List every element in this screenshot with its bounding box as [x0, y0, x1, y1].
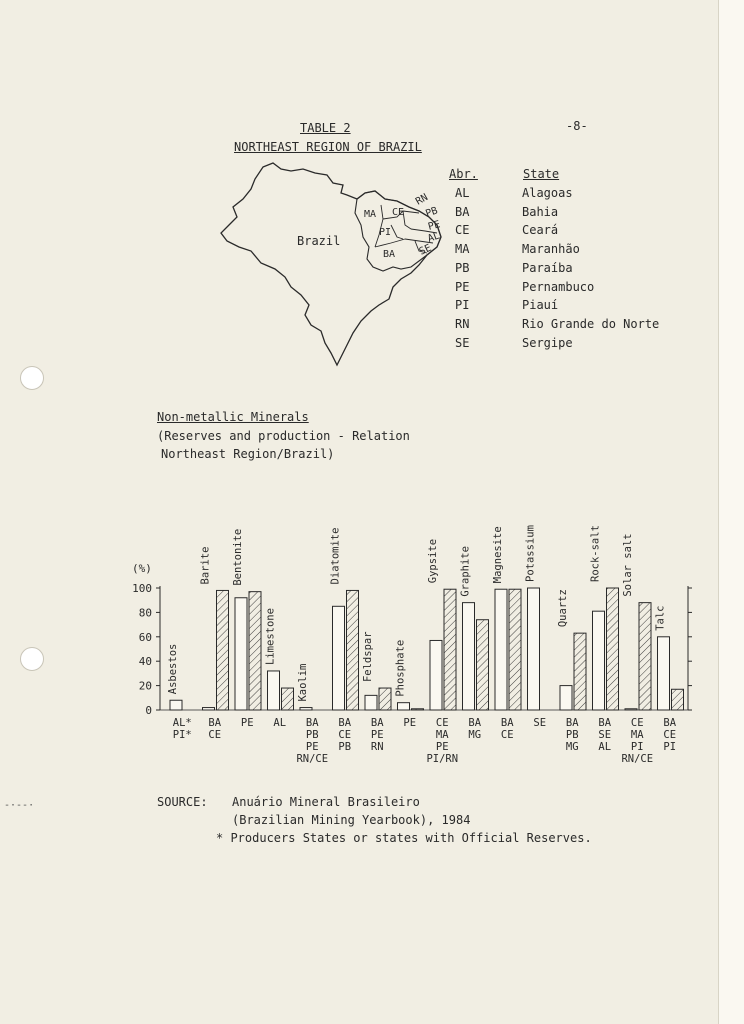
legend-state: Rio Grande do Norte [522, 317, 660, 331]
category-label: Asbestos [167, 643, 179, 695]
bar-open [398, 703, 410, 710]
map-label-pb: PB [424, 205, 440, 220]
category-label: Phosphate [394, 639, 407, 697]
legend-abbr: PE [455, 280, 470, 294]
y-tick-label: 40 [138, 655, 152, 669]
y-tick-label: 20 [138, 679, 152, 693]
state-label: PE [435, 741, 449, 753]
bar-open [560, 686, 572, 710]
bar-hatched [607, 588, 619, 710]
bar-open [593, 611, 605, 710]
bar-hatched [444, 589, 456, 710]
table-subtitle: NORTHEAST REGION OF BRAZIL [234, 140, 422, 154]
legend-abbr: CE [455, 223, 470, 237]
legend-abbr: MA [455, 242, 470, 256]
state-label: BA [468, 717, 482, 729]
category-label: Bentonite [232, 528, 244, 586]
bar-hatched [412, 709, 424, 710]
legend-abbr: PB [455, 261, 470, 275]
state-label: SE [598, 729, 612, 741]
bar-hatched [249, 592, 261, 710]
bar-open [268, 671, 280, 710]
map-label-ce: CE [392, 207, 405, 218]
bar-open [528, 588, 540, 710]
state-label: PE [403, 717, 417, 729]
margin-mark: -·--· [4, 800, 35, 811]
map-label-pi: PI [379, 227, 392, 238]
legend-abbr: BA [455, 205, 470, 219]
bar-open [170, 700, 182, 710]
map-label-brazil: Brazil [297, 234, 341, 248]
state-label: CE [663, 729, 677, 741]
category-label: Limestone [264, 608, 277, 665]
bar-open [463, 603, 475, 710]
state-label: BA [305, 717, 319, 729]
legend-state: Pernambuco [522, 280, 595, 294]
state-label: MG [565, 741, 579, 753]
legend-abbr: RN [455, 317, 470, 331]
category-label: Feldspar [362, 631, 374, 683]
brazil-outline [221, 163, 441, 365]
category-label: Potassium [524, 525, 537, 582]
legend-state: Maranhão [522, 242, 580, 256]
section-subtitle-line2: Northeast Region/Brazil) [161, 447, 335, 461]
state-label: CE [435, 717, 449, 729]
legend-state: Bahia [522, 205, 559, 219]
legend-header-abbr: Abr. [449, 167, 478, 181]
bar-hatched [574, 633, 586, 710]
y-axis-label: (%) [132, 562, 152, 575]
state-label: CE [500, 729, 514, 741]
state-label: CE [208, 729, 222, 741]
state-label: BA [663, 717, 677, 729]
state-label: BA [598, 717, 612, 729]
state-label: AL [273, 717, 287, 729]
bar-hatched [379, 688, 391, 710]
state-label: MA [630, 729, 644, 741]
map-label-rn: RN [414, 192, 430, 208]
bar-hatched [282, 688, 294, 710]
legend-header-state: State [523, 167, 560, 181]
state-label: RN/CE [621, 753, 654, 765]
state-label: RN [370, 741, 384, 753]
bar-hatched [672, 689, 684, 710]
bar-open [203, 708, 215, 710]
category-label: Magnesite [492, 526, 504, 584]
source-line2: (Brazilian Mining Yearbook), 1984 [232, 813, 471, 827]
state-label: PI* [172, 729, 192, 741]
map-label-pe: PE [426, 219, 442, 233]
state-label: AL* [172, 717, 192, 729]
northeast-region-outline [355, 191, 441, 271]
map-label-se: SE [417, 242, 434, 258]
map-label-ba: BA [383, 249, 396, 260]
legend-abbr: AL [455, 186, 470, 200]
state-label: PB [565, 729, 579, 741]
bar-hatched [509, 589, 521, 710]
y-tick-label: 80 [138, 606, 152, 620]
state-label: PI/RN [426, 753, 459, 765]
bar-open [235, 598, 247, 710]
map-label-al: AL [426, 230, 442, 245]
punch-hole [20, 647, 44, 671]
state-label: BA [370, 717, 384, 729]
state-label: BA [500, 717, 514, 729]
map-label-ma: MA [364, 209, 377, 220]
legend-state: Sergipe [522, 336, 573, 350]
state-label: MA [435, 729, 449, 741]
state-label: PI [630, 741, 644, 753]
category-label: Diatomite [329, 527, 342, 585]
section-title: Non-metallic Minerals [157, 410, 309, 424]
state-label: BA [565, 717, 579, 729]
state-label: PE [240, 717, 254, 729]
table-title: TABLE 2 [300, 121, 351, 135]
bar-hatched [477, 620, 489, 710]
bar-open [495, 589, 507, 710]
legend-abbr: SE [455, 336, 470, 350]
state-label: PE [370, 729, 384, 741]
state-label: CE [338, 729, 352, 741]
legend-state: Alagoas [522, 186, 573, 200]
bar-open [333, 606, 345, 710]
state-label: PB [305, 729, 319, 741]
bar-open [365, 695, 377, 710]
bar-open [430, 640, 442, 710]
state-label: BA [338, 717, 352, 729]
category-label: Graphite [459, 546, 472, 597]
y-tick-label: 0 [145, 704, 152, 717]
bar-series [167, 525, 684, 710]
legend-state: Piauí [522, 298, 559, 312]
state-label: MG [468, 729, 482, 741]
category-label: Kaolim [297, 663, 309, 702]
bar-open [658, 637, 670, 710]
y-tick-label: 60 [138, 630, 152, 644]
state-label: AL [598, 741, 612, 753]
source-line1: Anuário Mineral Brasileiro [232, 795, 420, 809]
punch-hole [20, 366, 44, 390]
section-subtitle-line1: (Reserves and production - Relation [157, 429, 410, 443]
state-label: SE [533, 717, 547, 729]
y-tick-label: 100 [132, 582, 152, 595]
category-label: Rock-salt [589, 525, 602, 582]
category-label: Talc [654, 605, 667, 631]
bar-open [625, 709, 637, 710]
paper-edge [718, 0, 744, 1024]
state-label: PE [305, 741, 319, 753]
category-label: Solar salt [622, 533, 634, 597]
bar-open [300, 708, 312, 710]
page-number: -8- [566, 119, 588, 133]
x-state-labels [173, 717, 677, 765]
bar-hatched [347, 590, 359, 710]
state-label: BA [208, 717, 222, 729]
minerals-bar-chart [120, 510, 720, 780]
state-label: RN/CE [296, 753, 329, 765]
state-label: PB [338, 741, 352, 753]
bar-hatched [217, 590, 229, 710]
state-label: CE [630, 717, 644, 729]
category-label: Quartz [557, 589, 569, 628]
legend-state: Ceará [522, 223, 559, 237]
source-label: SOURCE: [157, 795, 208, 809]
brazil-map [215, 155, 455, 370]
bar-hatched [639, 603, 651, 710]
category-label: Barite [199, 546, 212, 585]
source-note: * Producers States or states with Official Reserves. [216, 831, 592, 845]
legend-state: Paraíba [522, 261, 573, 275]
category-label: Gypsite [427, 538, 439, 584]
state-label: PI [663, 741, 677, 753]
legend-abbr: PI [455, 298, 470, 312]
